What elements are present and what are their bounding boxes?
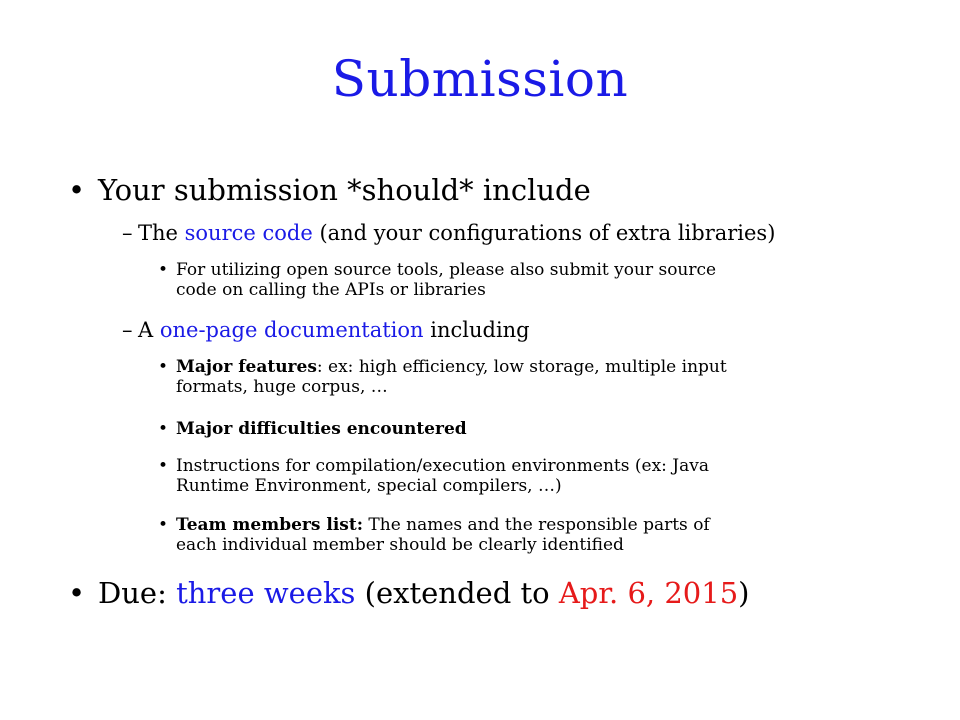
sub-item-documentation [122,317,530,343]
bullet-item-due [68,576,749,610]
point-major-features [158,357,898,397]
highlight-documentation: one-page documentation [159,318,424,342]
bullet-text: Your submission *should* include [98,173,591,207]
bullet-icon: • [158,515,169,535]
bullet-icon: • [158,456,169,476]
point-text: For utilizing open source tools, please also submit your source code on calling the APIs or libraries [176,260,717,300]
point-major-difficulties [158,419,898,439]
bullet-item-submission [68,173,591,207]
highlight-due-date: Apr. 6, 2015 [558,576,739,610]
point-instructions [158,456,898,496]
bullet-icon: • [158,357,169,377]
point-text: Team members list: The names and the responsible parts of each individual member should be clearly identified [176,515,710,555]
sub-item-text: A one-page documentation including [138,318,530,342]
sub-item-text: The source code (and your configurations of extra libraries) [138,221,776,245]
dash-icon: – [122,318,133,342]
highlight-three-weeks: three weeks [176,576,356,610]
point-text: Instructions for compilation/execution environments (ex: Java Runtime Environment, special compilers, …) [176,456,709,496]
bullet-icon: • [158,260,169,280]
slide-title: Submission [331,50,629,108]
bullet-text: Due: three weeks (extended to Apr. 6, 2015) [98,576,750,610]
point-open-source [158,260,898,300]
bullet-icon: • [158,419,169,439]
bullet-icon: • [68,576,86,610]
bullet-icon: • [68,173,86,207]
sub-item-source-code [122,220,775,246]
point-team-members [158,515,898,555]
dash-icon: – [122,221,133,245]
point-text: Major difficulties encountered [176,419,467,439]
highlight-source-code: source code [184,221,313,245]
point-text: Major features: ex: high efficiency, low storage, multiple input formats, huge corpus, … [176,357,727,397]
